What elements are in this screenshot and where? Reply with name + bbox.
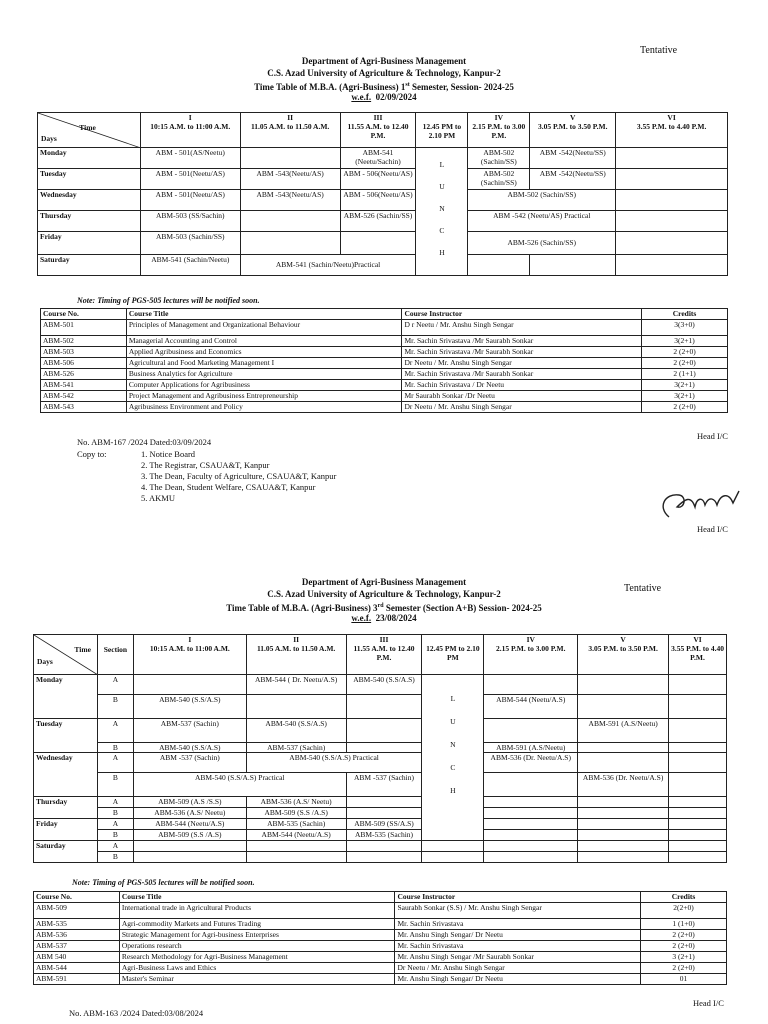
slot-cell (578, 852, 669, 863)
period-header: VI 3.55 P.M. to 4.40 P.M. (616, 113, 728, 148)
course-title: Master's Seminar (119, 974, 395, 985)
slot-cell (578, 841, 669, 852)
timetable-1 (37, 112, 728, 276)
day-row-wednesday (38, 190, 728, 211)
copy-list: 1. Notice Board 2. The Registrar, CSAUA&T, Kanpur 3. The Dean, Faculty of Agriculture, CSAUA&T, Kanpur 4. The Dean, Student Welfare, CSAUA&T, Kanpur 5. AKMU (141, 449, 337, 503)
slot-cell: ABM-509 (S.S /A.S) (246, 808, 346, 819)
col-header: Course No. (41, 309, 127, 320)
slot-cell (616, 169, 728, 190)
slot-cell (246, 695, 346, 719)
slot-cell: ABM-540 (S.S/A.S) (133, 695, 246, 719)
slot-cell (246, 841, 346, 852)
section-header: Section (97, 635, 133, 675)
dept-heading: Department of Agri-Business Management (301, 56, 467, 66)
slot-cell (346, 808, 422, 819)
slot-cell (669, 808, 727, 819)
slot-cell: ABM-502 (Sachin/SS) (468, 190, 616, 211)
slot-cell (578, 753, 669, 773)
course-instructor: Dr Neetu / Mr. Anshu Singh Sengar (402, 358, 642, 369)
slot-cell: ABM-591 (A.S/Neetu) (484, 743, 578, 753)
day-label: Monday (38, 148, 141, 169)
slot-cell (484, 675, 578, 695)
header-row (34, 635, 727, 675)
course-title: Strategic Management for Agri-business Enterprises (119, 930, 395, 941)
day-row-saturday-a (34, 841, 727, 852)
day-row-friday-a (34, 819, 727, 830)
slot-cell: ABM - 506(Neetu/AS) (340, 190, 416, 211)
course-instructor: Mr. Anshu Singh Sengar/ Dr Neetu (395, 974, 641, 985)
day-row-wednesday-b (34, 773, 727, 797)
course-credits: 3(3+0) (642, 320, 728, 336)
slot-cell: ABM-526 (Sachin/SS) (340, 211, 416, 232)
day-row-thursday-b (34, 808, 727, 819)
course-title: Managerial Accounting and Control (126, 336, 402, 347)
slot-cell (133, 852, 246, 863)
course-row (34, 963, 727, 974)
slot-cell (669, 830, 727, 841)
slot-cell: ABM-502 (Sachin/SS) (468, 148, 530, 169)
slot-cell (422, 852, 484, 863)
course-row (34, 930, 727, 941)
course-no: ABM-501 (41, 320, 127, 336)
course-row (34, 941, 727, 952)
slot-cell: ABM-503 (SS/Sachin) (140, 211, 240, 232)
pgs-note: Note: Timing of PGS-505 lectures will be notified soon. (77, 296, 260, 305)
day-row-tuesday-a (34, 719, 727, 743)
course-row (41, 402, 728, 413)
course-no: ABM-537 (34, 941, 120, 952)
course-header-row (41, 309, 728, 320)
copy-to-label: Copy to: (77, 449, 107, 459)
slot-cell (669, 852, 727, 863)
slot-cell: ABM-536 (A.S/ Neetu) (246, 797, 346, 808)
slot-cell (133, 841, 246, 852)
slot-cell: ABM-544 (Neetu/A.S) (246, 830, 346, 841)
period-header: IV 2.15 P.M. to 3.00 P.M. (484, 635, 578, 675)
slot-cell (616, 148, 728, 169)
day-label: Thursday (34, 797, 98, 819)
course-instructor: D r Neetu / Mr. Anshu Singh Sengar (402, 320, 642, 336)
period-header: VI 3.55 P.M. to 4.40 P.M. (669, 635, 727, 675)
slot-cell (240, 148, 340, 169)
day-label: Wednesday (34, 753, 98, 797)
slot-cell: ABM-537 (Sachin) (246, 743, 346, 753)
course-title: Operations research (119, 941, 395, 952)
slot-cell (669, 719, 727, 743)
section-cell: A (97, 819, 133, 830)
course-row (34, 974, 727, 985)
course-no: ABM-535 (34, 919, 120, 930)
head-ic-label: Head I/C (697, 524, 728, 534)
head-ic-label: Head I/C (697, 431, 728, 441)
days-label: Days (41, 134, 57, 143)
slot-cell (669, 841, 727, 852)
letter-number: No. ABM-167 /2024 Dated:03/09/2024 (77, 437, 212, 447)
day-row-monday (38, 148, 728, 169)
course-title: International trade in Agricultural Products (119, 903, 395, 919)
days-label: Days (37, 657, 53, 666)
period-header: I 10:15 A.M. to 11:00 A.M. (133, 635, 246, 675)
slot-cell (578, 743, 669, 753)
course-no: ABM-526 (41, 369, 127, 380)
course-credits: 2(2+0) (641, 903, 727, 919)
slot-cell (346, 841, 422, 852)
slot-cell: ABM -543(Neetu/AS) (240, 190, 340, 211)
slot-cell: ABM-541 (Sachin/Neetu) (140, 255, 240, 276)
course-instructor: Dr Neetu / Mr. Anshu Singh Sengar (395, 963, 641, 974)
course-row (41, 369, 728, 380)
course-credits: 2 (2+0) (642, 358, 728, 369)
section-cell: A (97, 753, 133, 773)
course-row (41, 320, 728, 336)
slot-cell (578, 675, 669, 695)
timetable-2 (33, 634, 727, 863)
course-no: ABM-541 (41, 380, 127, 391)
day-label: Friday (34, 819, 98, 841)
slot-cell (240, 232, 340, 255)
course-title: Agri-commodity Markets and Futures Trading (119, 919, 395, 930)
course-credits: 2 (2+0) (641, 963, 727, 974)
course-credits: 01 (641, 974, 727, 985)
course-table-1 (40, 308, 728, 413)
course-no: ABM 540 (34, 952, 120, 963)
slot-cell (484, 852, 578, 863)
slot-cell: ABM - 501(Neetu/AS) (140, 190, 240, 211)
slot-cell (133, 675, 246, 695)
col-header: Course Instructor (395, 892, 641, 903)
tentative-label: Tentative (624, 583, 662, 594)
period-header: V 3.05 P.M. to 3.50 P.M. (530, 113, 616, 148)
lunch-column: L U N C H (422, 675, 484, 841)
slot-cell (240, 211, 340, 232)
course-no: ABM-536 (34, 930, 120, 941)
course-no: ABM-543 (41, 402, 127, 413)
slot-cell (484, 797, 578, 808)
course-instructor: Mr. Sachin Srivastava (395, 941, 641, 952)
time-days-cell (38, 113, 141, 148)
course-title: Applied Agribusiness and Economics (126, 347, 402, 358)
course-credits: 3(2+1) (642, 336, 728, 347)
slot-cell: ABM-536 (Dr. Neetu/A.S) (484, 753, 578, 773)
course-table-2 (33, 891, 727, 985)
course-row (34, 952, 727, 963)
course-credits: 2 (2+0) (642, 402, 728, 413)
slot-cell: ABM -537 (Sachin) (133, 753, 246, 773)
col-header: Credits (641, 892, 727, 903)
course-instructor: Mr. Sachin Srivastava /Mr Saurabh Sonkar (402, 336, 642, 347)
course-title: Agribusiness Environment and Policy (126, 402, 402, 413)
course-no: ABM-591 (34, 974, 120, 985)
section-cell: A (97, 797, 133, 808)
lunch-column: L U N C H (416, 148, 468, 276)
col-header: Course Title (119, 892, 395, 903)
slot-cell (246, 852, 346, 863)
slot-cell (346, 797, 422, 808)
course-instructor: Mr. Sachin Srivastava /Mr Saurabh Sonkar (402, 347, 642, 358)
time-days-cell (34, 635, 98, 675)
section-cell: A (97, 675, 133, 695)
course-title: Computer Applications for Agribusiness (126, 380, 402, 391)
slot-cell (484, 841, 578, 852)
course-title: Research Methodology for Agri-Business Management (119, 952, 395, 963)
slot-cell: ABM-535 (Sachin) (346, 830, 422, 841)
day-row-wednesday-a (34, 753, 727, 773)
tentative-label: Tentative (640, 45, 678, 56)
course-title: Agri-Business Laws and Ethics (119, 963, 395, 974)
lunch-header: 12.45 PM to 2.10 PM (416, 113, 468, 148)
slot-cell (669, 695, 727, 719)
course-row (41, 391, 728, 402)
day-row-monday-b (34, 695, 727, 719)
col-header: Course Title (126, 309, 402, 320)
course-instructor: Dr Neetu / Mr. Anshu Singh Sengar (402, 402, 642, 413)
course-credits: 1 (1+0) (641, 919, 727, 930)
slot-cell (468, 255, 530, 276)
slot-cell: ABM -543(Neetu/AS) (240, 169, 340, 190)
slot-cell (616, 232, 728, 255)
course-title: Agricultural and Food Marketing Management I (126, 358, 402, 369)
letter-number: No. ABM-163 /2024 Dated:03/08/2024 (69, 1008, 204, 1018)
slot-cell: ABM-540 (S.S/A.S) (346, 675, 422, 695)
period-header: II 11.05 A.M. to 11.50 A.M. (246, 635, 346, 675)
section-cell: B (97, 743, 133, 753)
course-no: ABM-544 (34, 963, 120, 974)
slot-cell (530, 255, 616, 276)
slot-cell: ABM-536 (Dr. Neetu/A.S) (578, 773, 669, 797)
slot-cell (616, 255, 728, 276)
slot-cell (578, 797, 669, 808)
head-ic-label: Head I/C (693, 998, 724, 1008)
slot-cell: ABM -537 (Sachin) (346, 773, 422, 797)
slot-cell (578, 819, 669, 830)
wef-line: w.e.f. 23/08/2024 (351, 613, 417, 623)
slot-cell (669, 773, 727, 797)
section-cell: A (97, 719, 133, 743)
period-header: II 11.05 A.M. to 11.50 A.M. (240, 113, 340, 148)
timetable-title: Time Table of M.B.A. (Agri-Business) 3rd Semester (Section A+B) Session- 2024-25 (226, 603, 542, 613)
signature-scribble (655, 485, 745, 525)
slot-cell: ABM-544 ( Dr. Neetu/A.S) (246, 675, 346, 695)
course-header-row (34, 892, 727, 903)
slot-cell: ABM -542(Neetu/SS) (530, 169, 616, 190)
course-row (41, 380, 728, 391)
course-credits: 2 (2+0) (641, 930, 727, 941)
slot-cell: ABM-540 (S.S/A.S) (133, 743, 246, 753)
course-credits: 2 (2+0) (642, 347, 728, 358)
day-label: Saturday (34, 841, 98, 863)
slot-cell (669, 743, 727, 753)
day-row-saturday (38, 255, 728, 276)
course-title: Principles of Management and Organizational Behaviour (126, 320, 402, 336)
day-row-tuesday-b (34, 743, 727, 753)
slot-cell (346, 743, 422, 753)
slot-cell (346, 852, 422, 863)
slot-cell: ABM-540 (S.S/A.S) Practical (133, 773, 346, 797)
slot-cell: ABM-540 (S.S/A.S) (246, 719, 346, 743)
course-row (41, 347, 728, 358)
slot-cell (346, 719, 422, 743)
slot-cell: ABM - 501(Neetu/AS) (140, 169, 240, 190)
course-no: ABM-542 (41, 391, 127, 402)
slot-cell (578, 695, 669, 719)
course-credits: 3(2+1) (642, 391, 728, 402)
section-cell: B (97, 830, 133, 841)
slot-cell: ABM-509 (S.S /A.S) (133, 830, 246, 841)
slot-cell (346, 695, 422, 719)
slot-cell (669, 675, 727, 695)
pgs-note: Note: Timing of PGS-505 lectures will be notified soon. (72, 878, 255, 887)
day-row-monday-a (34, 675, 727, 695)
slot-cell (340, 232, 416, 255)
lunch-header: 12.45 PM to 2.10 PM (422, 635, 484, 675)
period-header: IV 2.15 P.M. to 3.00 P.M. (468, 113, 530, 148)
day-label: Wednesday (38, 190, 141, 211)
day-row-friday (38, 232, 728, 255)
slot-cell (669, 797, 727, 808)
course-row (41, 336, 728, 347)
slot-cell: ABM-536 (A.S/ Neetu) (133, 808, 246, 819)
time-label: Time (79, 123, 96, 132)
slot-cell: ABM-541 (Neetu/Sachin) (340, 148, 416, 169)
course-no: ABM-502 (41, 336, 127, 347)
period-header: I 10:15 A.M. to 11:00 A.M. (140, 113, 240, 148)
slot-cell (669, 819, 727, 830)
period-header: III 11.55 A.M. to 12.40 P.M. (346, 635, 422, 675)
timetable-title: Time Table of M.B.A. (Agri-Business) 1st Semester, Session- 2024-25 (254, 82, 514, 92)
col-header: Course Instructor (402, 309, 642, 320)
slot-cell: ABM -542 (Neetu/AS) Practical (468, 211, 616, 232)
section-cell: B (97, 852, 133, 863)
day-row-tuesday (38, 169, 728, 190)
course-instructor: Mr. Sachin Srivastava (395, 919, 641, 930)
course-title: Business Analytics for Agriculture (126, 369, 402, 380)
day-row-friday-b (34, 830, 727, 841)
slot-cell: ABM-544 (Neetu/A.S) (133, 819, 246, 830)
course-row (34, 919, 727, 930)
course-row (34, 903, 727, 919)
day-label: Monday (34, 675, 98, 719)
slot-cell (422, 841, 484, 852)
slot-cell: ABM-509 (SS/A.S) (346, 819, 422, 830)
day-row-thursday-a (34, 797, 727, 808)
course-no: ABM-509 (34, 903, 120, 919)
day-label: Tuesday (34, 719, 98, 753)
slot-cell: ABM-541 (Sachin/Neetu)Practical (240, 255, 416, 276)
slot-cell: ABM -542(Neetu/SS) (530, 148, 616, 169)
slot-cell (484, 830, 578, 841)
slot-cell: ABM - 501(AS/Neetu) (140, 148, 240, 169)
slot-cell: ABM-502 (Sachin/SS) (468, 169, 530, 190)
course-title: Project Management and Agribusiness Entrepreneurship (126, 391, 402, 402)
course-no: ABM-506 (41, 358, 127, 369)
course-credits: 2 (1+1) (642, 369, 728, 380)
slot-cell: ABM-544 (Neetu/A.S) (484, 695, 578, 719)
day-row-saturday-b (34, 852, 727, 863)
day-label: Saturday (38, 255, 141, 276)
col-header: Course No. (34, 892, 120, 903)
day-label: Tuesday (38, 169, 141, 190)
slot-cell (578, 808, 669, 819)
slot-cell: ABM - 506(Neetu/AS) (340, 169, 416, 190)
slot-cell (484, 773, 578, 797)
slot-cell: ABM-509 (A.S /S.S) (133, 797, 246, 808)
slot-cell: ABM-535 (Sachin) (246, 819, 346, 830)
slot-cell (616, 211, 728, 232)
course-credits: 3 (2+1) (641, 952, 727, 963)
wef-line: w.e.f. 02/09/2024 (351, 92, 417, 102)
slot-cell: ABM-537 (Sachin) (133, 719, 246, 743)
slot-cell (484, 719, 578, 743)
header-row (38, 113, 728, 148)
day-label: Thursday (38, 211, 141, 232)
university-heading: C.S. Azad University of Agriculture & Technology, Kanpur-2 (267, 68, 501, 78)
slot-cell: ABM-540 (S.S/A.S) Practical (246, 753, 422, 773)
university-heading: C.S. Azad University of Agriculture & Technology, Kanpur-2 (267, 589, 501, 599)
slot-cell: ABM-591 (A.S/Neetu) (578, 719, 669, 743)
course-instructor: Mr. Sachin Srivastava /Mr Saurabh Sonkar (402, 369, 642, 380)
course-row (41, 358, 728, 369)
period-header: III 11.55 A.M. to 12.40 P.M. (340, 113, 416, 148)
section-cell: B (97, 695, 133, 719)
section-cell: B (97, 773, 133, 797)
course-credits: 2 (2+0) (641, 941, 727, 952)
diagonal-divider (34, 635, 98, 675)
course-instructor: Mr. Anshu Singh Sengar/ Dr Neetu (395, 930, 641, 941)
course-no: ABM-503 (41, 347, 127, 358)
time-label: Time (74, 645, 91, 654)
dept-heading: Department of Agri-Business Management (301, 577, 467, 587)
section-cell: B (97, 808, 133, 819)
slot-cell (484, 808, 578, 819)
slot-cell (484, 819, 578, 830)
course-instructor: Mr Saurabh Sonkar /Dr Neetu (402, 391, 642, 402)
course-instructor: Saurabh Sonkar (S.S) / Mr. Anshu Singh Sengar (395, 903, 641, 919)
slot-cell (669, 753, 727, 773)
section-cell: A (97, 841, 133, 852)
day-label: Friday (38, 232, 141, 255)
slot-cell: ABM-503 (Sachin/SS) (140, 232, 240, 255)
slot-cell (578, 830, 669, 841)
day-row-thursday (38, 211, 728, 232)
course-instructor: Mr. Anshu Singh Sengar /Mr Saurabh Sonkar (395, 952, 641, 963)
col-header: Credits (642, 309, 728, 320)
period-header: V 3.05 P.M. to 3.50 P.M. (578, 635, 669, 675)
slot-cell (616, 190, 728, 211)
slot-cell: ABM-526 (Sachin/SS) (468, 232, 616, 255)
course-instructor: Mr. Sachin Srivastava / Dr Neetu (402, 380, 642, 391)
course-credits: 3(2+1) (642, 380, 728, 391)
